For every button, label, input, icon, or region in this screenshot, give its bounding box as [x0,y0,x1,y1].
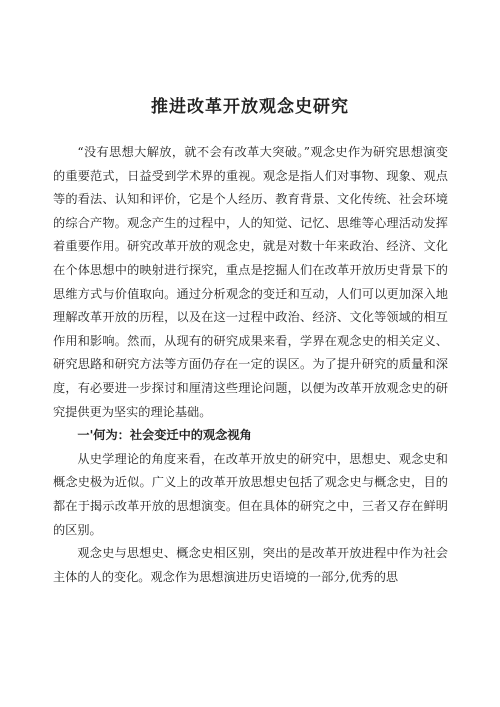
section-paragraph: 观念史与思想史、概念史相区别，突出的是改革开放进程中作为社会主体的人的变化。观念作为思想演进历史语境的一部分,优秀的思 [53,546,448,584]
document-title: 推进改革开放观念史研究 [151,97,349,117]
section-paragraph: 从史学理论的角度来看，在改革开放史的研究中，思想史、观念史和概念史极为近似。广义上的改革开放思想史包括了观念史与概念史，目的都在于揭示改革开放的思想演变。但在具体的研究之中，三者又存在鲜明的区别。 [53,451,448,537]
section-heading: 一'何为：社会变迁中的观念视角 [77,428,252,443]
intro-paragraph: “没有思想大解放，就不会有改革大突破。”观念史作为研究思想演变的重要范式，日益受到学术界的重视。观念是指人们对事物、现象、观点等的看法、认知和评价，它是个人经历、教育背景、文化传统、社会环境的综合产物。观念产生的过程中，人的知觉、记忆、思维等心理活动发挥着重要作用。研究改革开放的观念史，就是对数十年来政治、经济、文化在个体思想中的映射进行探究，重点是挖掘人们在改革开放历史背景下的思维方式与价值取向。通过分析观念的变迁和互动，人们可以更加深入地理解改革开放的历程，以及在这一过程中政治、经济、文化等领域的相互作用和影响。然而，从现有的研究成果来看，学界在观念史的相关定义、研究思路和研究方法等方面仍存在一定的误区。为了提升研究的质量和深度，有必要进一步探讨和厘清这些理论问题，以便为改革开放观念史的研究提供更为坚实的理论基础。 [53,145,448,419]
document-body [53,141,448,589]
